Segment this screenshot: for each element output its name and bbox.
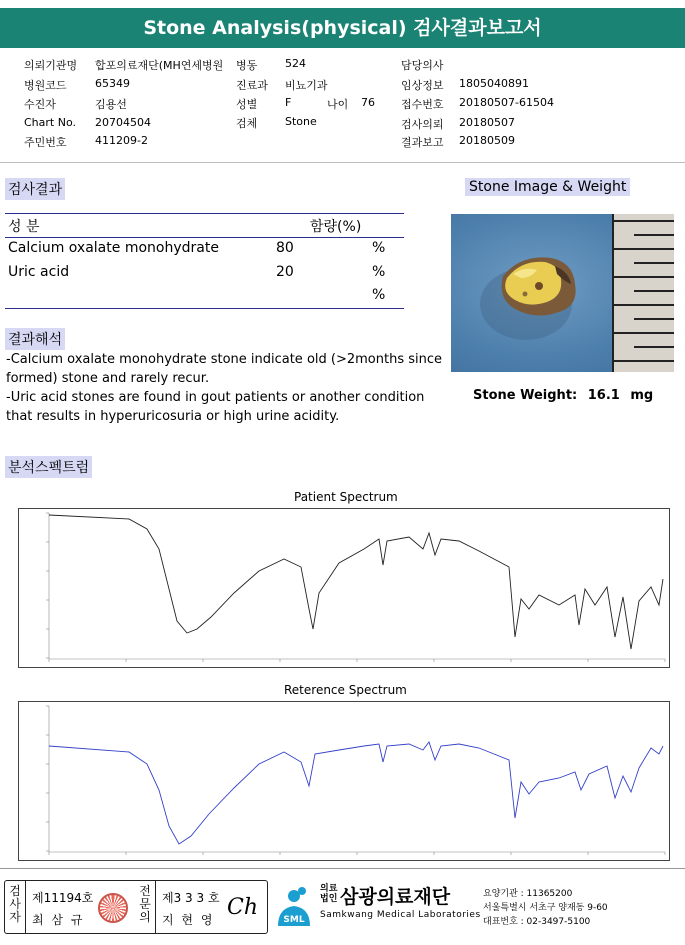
sex-label: 성별 — [236, 98, 258, 111]
sml-logo-text: SML — [283, 915, 305, 925]
patient-spectrum-title: Patient Spectrum — [294, 490, 398, 504]
stone-section-title: Stone Image & Weight — [465, 178, 630, 196]
reference-spectrum-title: Reterence Spectrum — [284, 683, 407, 697]
ruler-tick — [612, 360, 674, 362]
ruler-tick — [612, 276, 674, 278]
result-row-unit: % — [372, 264, 386, 280]
stone-weight-value: 16.1 — [587, 388, 620, 403]
info-divider — [0, 162, 685, 163]
org-name: 삼광의료재단 — [340, 886, 451, 908]
result-row-name: Calcium oxalate monohydrate — [8, 240, 219, 256]
org-phone: 대표번호 : 02-3497-5100 — [483, 917, 591, 927]
sig-divider — [155, 881, 156, 933]
ruler-tick — [612, 332, 674, 334]
dept-label: 진료과 — [236, 79, 268, 92]
patient-value: 김용선 — [95, 98, 127, 111]
chart-value: 20704504 — [95, 116, 151, 129]
hospital-code-label: 병원코드 — [24, 79, 67, 92]
org-address: 서울특별시 서초구 양재동 9-60 — [483, 903, 608, 913]
interpretation-line: -Calcium oxalate monohydrate stone indicate old (>2months since formed) stone and rarely recur. — [6, 352, 442, 386]
report-title: Stone Analysis(physical) 검사결과보고서 — [0, 8, 685, 48]
clinical-value: 1805040891 — [459, 77, 529, 90]
ruler-tick — [612, 220, 674, 222]
interpretation-text — [6, 350, 446, 426]
table-top-line — [5, 213, 404, 214]
sml-logo-icon — [272, 882, 316, 928]
ward-value: 524 — [285, 57, 306, 70]
ruler-tick — [634, 290, 674, 292]
spectrum-axes — [46, 513, 665, 662]
result-row-unit: % — [372, 240, 386, 256]
stone-weight — [473, 388, 653, 403]
inspector-label: 검사자 — [9, 884, 21, 924]
result-row-value: 80 — [276, 240, 294, 256]
table-bottom-line — [5, 308, 404, 309]
specialist-label: 전문의 — [139, 884, 151, 924]
hospital-code-value: 65349 — [95, 77, 130, 90]
age-value: 76 — [361, 96, 375, 109]
patient-label: 수진자 — [24, 98, 56, 111]
inspector-seal — [98, 893, 128, 923]
footer-divider — [0, 868, 685, 869]
patient-spectrum-svg — [19, 509, 669, 667]
specialist-number: 제3 3 3 호 — [162, 891, 220, 905]
specialist-name: 지 현 영 — [162, 913, 215, 927]
sig-divider — [25, 881, 26, 933]
ward-label: 병동 — [236, 59, 258, 72]
ruler-tick — [634, 234, 674, 236]
age-label: 나이 — [327, 98, 349, 111]
specimen-value: Stone — [285, 115, 317, 128]
ruler-tick — [612, 304, 674, 306]
ruler-tick — [634, 262, 674, 264]
institution-value: 합포의료재단(MH연세병원 — [95, 59, 224, 72]
receipt-value: 20180507-61504 — [459, 96, 554, 109]
ruler-tick — [612, 248, 674, 250]
result-row-unit: % — [372, 287, 386, 303]
request-value: 20180507 — [459, 116, 515, 129]
reference-spectrum-plot — [18, 701, 670, 861]
receipt-label: 접수번호 — [401, 98, 444, 111]
resident-label: 주민번호 — [24, 136, 67, 149]
sex-value: F — [285, 96, 292, 109]
spectrum-section-title: 분석스펙트럼 — [5, 456, 92, 478]
ruler-tick — [634, 318, 674, 320]
table-header-line — [5, 237, 404, 238]
result-row-value: 20 — [276, 264, 294, 280]
stone-weight-unit: mg — [630, 388, 654, 403]
specimen-label: 검체 — [236, 117, 258, 130]
org-code: 요양기관 : 11365200 — [483, 889, 573, 899]
signature-box — [4, 880, 268, 934]
ruler-tick — [634, 346, 674, 348]
interpretation-line: -Uric acid stones are found in gout patients or another condition that results in hyperuricosuria or high urine acidity. — [6, 390, 425, 424]
stone-weight-label: Stone Weight: — [473, 388, 578, 403]
stone-photo — [451, 214, 674, 372]
report-date-label: 결과보고 — [401, 136, 444, 149]
report-date-value: 20180509 — [459, 134, 515, 147]
result-row-name: Uric acid — [8, 264, 70, 280]
inspector-name: 최 삼 규 — [32, 913, 85, 927]
specialist-signature: Ch — [227, 895, 259, 920]
org-type: 의료 법인 — [320, 884, 338, 904]
amount-header: 함량(%) — [310, 219, 362, 235]
spectrum-trace — [49, 515, 663, 649]
inspector-number: 제11194호 — [32, 891, 94, 905]
interpretation-section-title: 결과해석 — [5, 328, 65, 350]
reference-spectrum-svg — [19, 702, 669, 860]
component-header: 성 분 — [8, 219, 40, 235]
request-label: 검사의뢰 — [401, 118, 444, 131]
doctor-label: 담당의사 — [401, 59, 444, 72]
spectrum-axes — [46, 706, 665, 855]
chart-label: Chart No. — [24, 116, 76, 129]
spectrum-trace — [49, 742, 663, 844]
org-english-name: Samkwang Medical Laboratories — [320, 910, 481, 920]
patient-spectrum-plot — [18, 508, 670, 668]
results-section-title: 검사결과 — [5, 178, 65, 200]
resident-value: 411209-2 — [95, 134, 148, 147]
measurement-ruler — [612, 214, 674, 372]
dept-value: 비뇨기과 — [285, 79, 328, 92]
institution-label: 의뢰기관명 — [24, 59, 78, 72]
clinical-label: 임상정보 — [401, 79, 444, 92]
